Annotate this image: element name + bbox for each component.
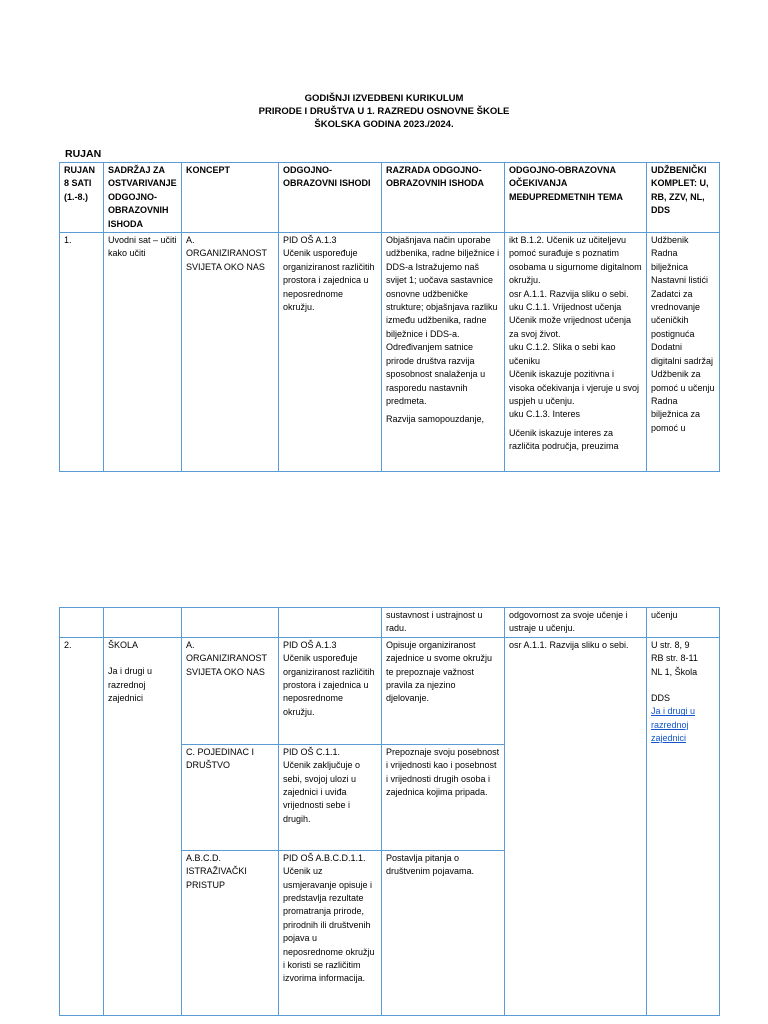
row-elaboration: Prepoznaje svoju posebnost i vrijednosti kao i posebnost i vrijednosti drugih osoba i zajednica kojima pripada. xyxy=(382,744,505,850)
table-row xyxy=(60,233,720,472)
row-cross-curricular: odgovornost za svoje učenje i ustraje u učenju. xyxy=(505,608,647,638)
outcome-text: Učenik uz usmjeravanje opisuje i predstavlja rezultate promatranja prirode, prirodnih ili društvenih pojava u neposrednome okružju i koristi se različitim izvorima informacija. xyxy=(283,866,375,984)
row-materials: Udžbenik Radna bilježnica Nastavni listići Zadatci za vrednovanje učeničkih postignuća Dodatni digitalni sadržaj Udžbenik za pomoć u učenju Radna bilježnica za pomoć u xyxy=(647,233,720,472)
row-number: 2. xyxy=(60,637,104,1015)
materials-item: NL 1, Škola xyxy=(651,666,698,677)
row-cross-curricular xyxy=(505,233,647,472)
outcome-text: Učenik uspoređuje organiziranost različitih prostora i zajednica u neposrednome okružju. xyxy=(283,653,375,717)
outcome-text: Učenik uspoređuje organiziranost različitih prostora i zajednica u neposrednome okružju. xyxy=(283,248,375,313)
row-number: 1. xyxy=(60,233,104,472)
curriculum-table-page1 xyxy=(59,162,720,472)
elaboration-text: Objašnjava način uporabe udžbenika, radne bilježnice i DDS-a Istražujemo naš svijet 1; uočava sastavnice osnovne udžbeničke strukture; objašnjava razliku između udžbenika, radne bilježnice i DDS-a. Određivanjem satnice prirode društva razvija sposobnost snalaženja u rasporedu nastavnih predmeta. xyxy=(386,235,500,406)
row-concept: A. ORGANIZIRANOST SVIJETA OKO NAS xyxy=(182,637,279,744)
month-label: RUJAN xyxy=(65,148,102,160)
row-outcome xyxy=(279,637,382,744)
cross-item: Učenik iskazuje pozitivna i visoka očekivanja i vjeruje u svoj uspjeh u učenju. xyxy=(509,369,640,406)
outcome-code: PID OŠ C.1.1. xyxy=(283,746,341,757)
row-elaboration xyxy=(382,233,505,472)
doc-title-line1: GODIŠNJI IZVEDBENI KURIKULUM xyxy=(304,93,464,104)
outcome-code: PID OŠ A.1.3 xyxy=(283,235,337,246)
header-outcomes: ODGOJNO-OBRAZOVNI ISHODI xyxy=(279,163,382,233)
row-outcome xyxy=(279,850,382,1015)
materials-item: DDS xyxy=(651,693,671,704)
row-outcome xyxy=(279,744,382,850)
row-elaboration: Opisuje organiziranost zajednice u svome okružju te prepoznaje važnost pravila za njezino djelovanje. xyxy=(382,637,505,744)
outcome-code: PID OŠ A.1.3 xyxy=(283,639,337,650)
row-cross-curricular: osr A.1.1. Razvija sliku o sebi. xyxy=(505,637,647,1015)
header-month-hours: RUJAN 8 SATI (1.-8.) xyxy=(60,163,104,233)
row-concept: C. POJEDINAC I DRUŠTVO xyxy=(182,744,279,850)
materials-item: RB str. 8-11 xyxy=(651,653,698,664)
doc-title-line2: PRIRODE I DRUŠTVA U 1. RAZREDU OSNOVNE ŠKOLE xyxy=(258,106,510,117)
cross-item: Učenik može vrijednost učenja za svoj život. xyxy=(509,315,632,339)
row-content xyxy=(104,637,182,1015)
materials-item: U str. 8, 9 xyxy=(651,639,690,650)
cross-item: uku C.1.2. Slika o sebi kao učeniku xyxy=(509,342,616,366)
content-subtitle: Ja i drugi u razrednoj zajednici xyxy=(108,666,153,704)
curriculum-table-page2 xyxy=(59,607,720,1016)
content-title: ŠKOLA xyxy=(108,639,139,650)
header-elaboration: RAZRADA ODGOJNO-OBRAZOVNIH ISHODA xyxy=(382,163,505,233)
table-row xyxy=(60,637,720,744)
row-elaboration: Postavlja pitanja o društvenim pojavama. xyxy=(382,850,505,1015)
row-elaboration: sustavnost i ustrajnost u radu. xyxy=(382,608,505,638)
row-outcome xyxy=(279,233,382,472)
header-cross-curricular: ODGOJNO-OBRAZOVNA OČEKIVANJA MEĐUPREDMETNIH TEMA xyxy=(505,163,647,233)
row-content: Uvodni sat – učiti kako učiti xyxy=(104,233,182,472)
cross-item: uku C.1.1. Vrijednost učenja xyxy=(509,302,622,313)
elaboration-text-2: Razvija samopouzdanje, xyxy=(386,414,485,425)
cross-item: Učenik iskazuje interes za različita područja, preuzima xyxy=(509,427,619,452)
header-content: SADRŽAJ ZA OSTVARIVANJE ODGOJNO-OBRAZOVNIH ISHODA xyxy=(104,163,182,233)
cross-item: osr A.1.1. Razvija sliku o sebi. xyxy=(509,288,629,299)
cross-item: uku C.1.3. Interes xyxy=(509,409,581,420)
row-materials xyxy=(647,637,720,1015)
row-concept: A. ORGANIZIRANOST SVIJETA OKO NAS xyxy=(182,233,279,472)
outcome-code: PID OŠ A.B.C.D.1.1. xyxy=(283,852,366,863)
header-textbook-set: UDŽBENIČKI KOMPLET: U, RB, ZZV, NL, DDS xyxy=(647,163,720,233)
doc-title-line3: ŠKOLSKA GODINA 2023./2024. xyxy=(314,119,454,130)
row-materials: učenju xyxy=(647,608,720,638)
table-row-continued xyxy=(60,608,720,638)
outcome-text: Učenik zaključuje o sebi, svojoj ulozi u zajednici i uviđa vrijednosti sebe i drugih. xyxy=(283,760,361,824)
row-concept: A.B.C.D. ISTRAŽIVAČKI PRISTUP xyxy=(182,850,279,1015)
cross-item: ikt B.1.2. Učenik uz učiteljevu pomoć surađuje s poznatim osobama u sigurnome digitalnom okružju. xyxy=(509,235,642,286)
header-concept: KONCEPT xyxy=(182,163,279,233)
dds-link[interactable]: Ja i drugi u razrednoj zajednici xyxy=(651,706,696,744)
table-header-row xyxy=(60,163,720,233)
